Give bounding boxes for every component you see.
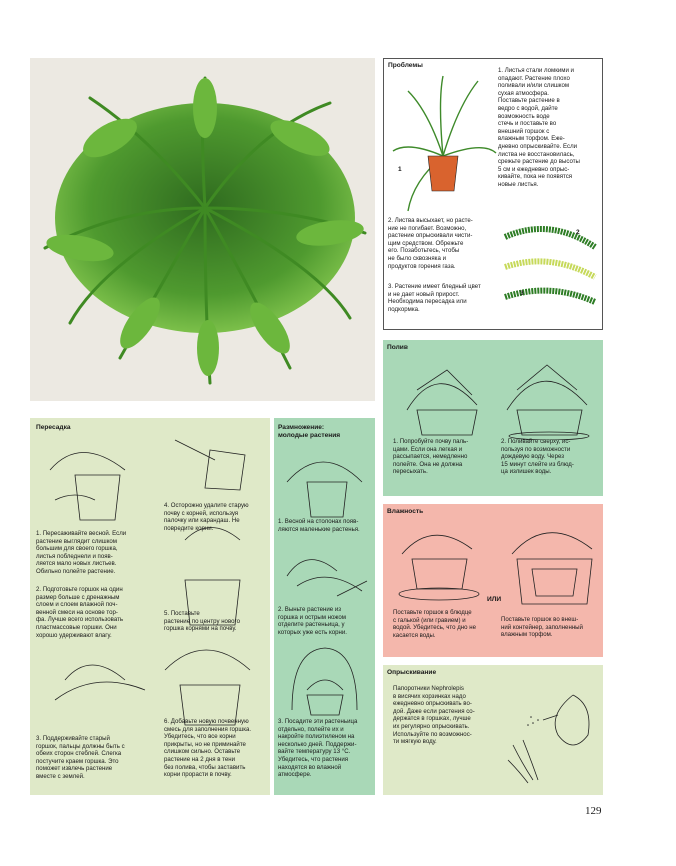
propagation-plant-illustration [277, 442, 372, 522]
repotting-step-3: 3. Поддерживайте старый горшок, пальцы должны быть с обеих сторон стеблей. Слегка постучите краем горшка. Это поможет извлечь растение вместе с землей. [36, 735, 125, 780]
repotting-step-6: 6. Добавьте новую почвенную смесь для заполнения горшка. Убедитесь, что все корни прикрыты, но не приминайте слишком сильно. Оставьте растение на 2 дня в тени без полива, чтобы заставить корни прорасти в почву. [164, 718, 252, 779]
repotting-step-2: 2. Подготовьте горшок на один размер больше с дренажным слоем и слоем влажной поч- венной смеси на основе тор- фа. Лучше всего использовать пластмассовые горшки. Они хорошо удерживают влагу. [36, 586, 124, 639]
propagation-step-1: 1. Весной на столонах появ- ляются маленькие растенья. [278, 518, 360, 533]
propagation-cover-illustration [277, 640, 372, 720]
humidity-illustrations [387, 514, 599, 609]
watering-illustrations [387, 350, 599, 440]
problems-panel [383, 58, 603, 330]
repotting-step-5: 5. Поставьте растение по центру нового горшка корнями на почву. [164, 610, 240, 633]
spraying-panel [383, 665, 603, 795]
humidity-or: ИЛИ [487, 596, 502, 603]
propagation-title: Размножение: молодые растения [278, 424, 341, 439]
watering-panel [383, 340, 603, 496]
watering-step-1: 1. Попробуйте почву паль- цами. Если она легкая и рассыпается, немедленно полейте. Она не должна пересыхать. [393, 438, 469, 476]
humidity-panel [383, 504, 603, 657]
watering-step-2: 2. Поливайте сверху, ис- пользуя по возможности дождевую воду. Через 15 минут слейте из блюд- ца излишек воды. [501, 438, 574, 476]
problem-1-text: 1. Листья стали ломкими и опадают. Растение плохо поливали и/или слишком сухая атмосфера. Поставьте растение в ведро с водой, дайте возможность воде стечь и поставьте во внешний горшок с влажным торфом. Еже- дневно опрыскивайте. Если листва не восстановилась, срежьте растение до высоты 5 см и ежедневно опрыс- кивайте, пока не появятся новые листья. [498, 67, 580, 188]
problem-label-3: 3 [520, 290, 524, 297]
spraying-title: Опрыскивание [387, 669, 437, 676]
propagation-step-2: 2. Выньте растение из горшка и острым ножом отделите растеньица, у которых уже есть корни. [278, 606, 347, 636]
problem-label-1: 1 [398, 166, 402, 173]
fern-photo [30, 58, 375, 401]
problems-title: Проблемы [388, 62, 423, 69]
frond-illustrations [500, 217, 600, 307]
repotting-step-1: 1. Пересаживайте весной. Если растение выглядит слишком большим для своего горшка, листья побледнели и появ- ляется мало новых листьев. Обильно полейте растение. [36, 530, 127, 575]
spraying-text: Папоротники Nephrolepis в висячих корзинках надо ежедневно опрыскивать во- дой. Даже если растения со- держатся в горшках, лучше их регулярно опрыскивать. Используйте по возможнос- ти мягкую воду. [393, 685, 475, 746]
humidity-option-2: Поставьте горшок во внеш- ний контейнер, заполненный влажным торфом. [501, 616, 583, 639]
fern-pot-illustration [388, 71, 498, 221]
propagation-panel [274, 418, 375, 795]
humidity-title: Влажность [387, 508, 424, 515]
problem-2-text: 2. Листва высыхает, но расте- ние не погибает. Возможно, растение опрыскивали чисти- щим средством. Обрежьте его. Позаботьтесь, чтобы не было сквозняка и продуктов горения газа. [388, 217, 473, 270]
boston-fern-image [30, 58, 375, 401]
watering-title: Полив [387, 344, 408, 351]
repotting-panel [30, 418, 270, 795]
propagation-division-illustration [277, 536, 372, 611]
problem-label-2: 2 [576, 229, 580, 236]
repotting-title: Пересадка [36, 424, 71, 431]
repotting-step-4: 4. Осторожно удалите старую почву с корней, используя палочку или карандаш. Не повредите корни. [164, 502, 249, 532]
spray-bottle-illustration [503, 675, 598, 785]
problem-3-text: 3. Растение имеет бледный цвет и не дает новый прирост. Необходима пересадка или подкормка. [388, 283, 481, 313]
humidity-option-1: Поставьте горшок в блюдце с галькой (или гравием) и водой. Убедитесь, что дно не касается воды. [393, 609, 476, 639]
page-number: 129 [585, 805, 602, 817]
propagation-step-3: 3. Посадите эти растеньица отдельно, полейте их и накройте полиэтиленом на несколько дней. Поддержи- вайте температуру 13 °С. Убедитесь, что растения находятся во влажной атмосфере. [278, 718, 358, 779]
